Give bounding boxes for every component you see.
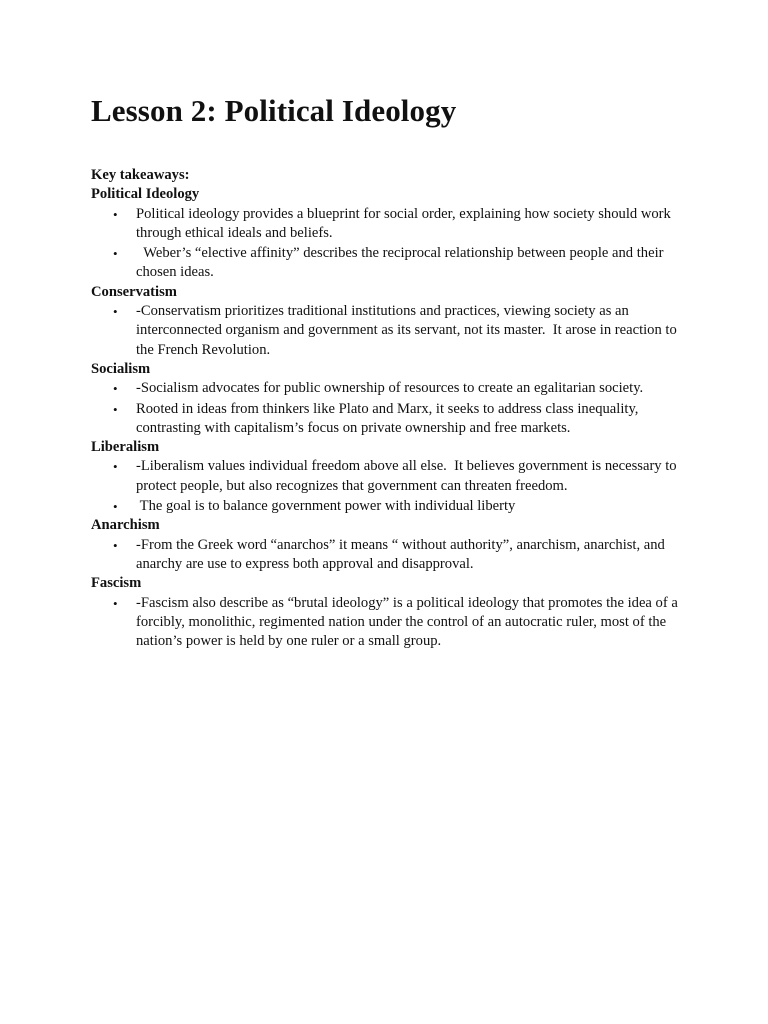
bullet-item [91,244,691,283]
bullet-text: -Fascism also describe as “brutal ideology” is a political ideology that promotes the idea of a forcibly, monolithic, regimented nation under the control of an autocratic ruler, most of the nation’s power is held by one ruler or a small group. [136,594,682,650]
bullet-icon: • [113,537,118,553]
section-heading: Anarchism [91,517,160,534]
bullet-item [91,400,691,439]
bullet-item [91,497,691,516]
bullet-item [91,379,691,398]
bullet-text: Rooted in ideas from thinkers like Plato and Marx, it seeks to address class inequality, contrasting with capitalism’s focus on private ownership and free markets. [136,400,643,436]
bullet-list [91,457,691,516]
bullet-text: Political ideology provides a blueprint for social order, explaining how society should work through ethical ideals and beliefs. [136,205,675,241]
bullet-list [91,379,691,438]
bullet-text: Weber’s “elective affinity” describes the reciprocal relationship between people and their chosen ideas. [136,245,668,281]
bullet-item [91,457,691,496]
bullet-text: -Socialism advocates for public ownership of resources to create an egalitarian society. [136,380,644,397]
bullet-icon: • [113,246,118,262]
bullet-text: -Liberalism values individual freedom above all else. It believes government is necessary to protect people, but also recognizes that government can threaten freedom. [136,458,681,494]
page-title: Lesson 2: Political Ideology [91,93,457,128]
bullet-icon: • [113,459,118,475]
bullet-text: -From the Greek word “anarchos” it means “ without authority”, anarchism, anarchist, and anarchy are use to express both approval and disapproval. [136,536,669,572]
sections-container [91,185,691,651]
bullet-item [91,594,691,652]
bullet-text: The goal is to balance government power with individual liberty [136,498,516,515]
bullet-list [91,536,691,575]
key-takeaways-label: Key takeaways: [91,167,190,183]
bullet-list [91,594,691,652]
bullet-icon: • [113,381,118,397]
bullet-icon: • [113,304,118,320]
bullet-icon: • [113,401,118,417]
bullet-icon: • [113,499,118,515]
section-heading: Fascism [91,575,142,592]
bullet-icon: • [113,595,118,611]
bullet-item [91,205,691,244]
bullet-icon: • [113,206,118,222]
bullet-list [91,205,691,283]
bullet-text: -Conservatism prioritizes traditional institutions and practices, viewing society as an interconnected organism and government as its servant, not its master. It arose in reaction to the French Revolution. [136,303,681,358]
section-heading: Liberalism [91,439,160,456]
bullet-item [91,536,691,575]
section-heading: Political Ideology [91,186,200,203]
bullet-list [91,302,691,360]
section-heading: Socialism [91,360,151,377]
bullet-item [91,302,691,360]
document-body [91,166,691,651]
section-heading: Conservatism [91,283,177,300]
